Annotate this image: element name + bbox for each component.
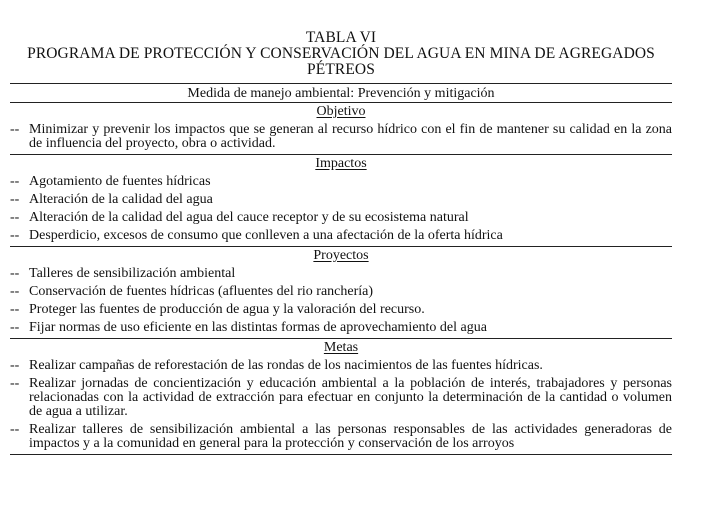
list-item — [10, 175, 672, 189]
table-title-continuation: PÉTREOS — [307, 61, 375, 78]
list-item — [10, 423, 672, 451]
list-item-text: Alteración de la calidad del agua — [29, 192, 213, 207]
bullet-dash: -- — [10, 376, 20, 391]
list-item-text: Agotamiento de fuentes hídricas — [29, 174, 211, 189]
list-item — [10, 193, 672, 207]
section-heading-proyectos — [10, 247, 672, 265]
list-item-text: Proteger las fuentes de producción de agua y la valoración del recurso. — [29, 302, 425, 317]
table-bottom-rule — [10, 454, 672, 455]
bullet-dash: -- — [10, 122, 20, 137]
list-item-text: Desperdicio, excesos de consumo que conlleven a una afectación de la oferta hídrica — [29, 228, 503, 243]
section-heading-label: Proyectos — [313, 248, 369, 263]
bullet-dash: -- — [10, 192, 20, 207]
bullet-dash: -- — [10, 210, 20, 225]
bullet-dash: -- — [10, 302, 20, 317]
list-item — [10, 285, 672, 299]
section-heading-label: Metas — [323, 340, 359, 355]
measure-heading: Medida de manejo ambiental: Prevención y mitigación — [187, 86, 495, 101]
section-heading-label: Objetivo — [316, 104, 366, 119]
table-title: PROGRAMA DE PROTECCIÓN Y CONSERVACIÓN DEL AGUA EN MINA DE AGREGADOS — [27, 45, 655, 62]
list-item — [10, 359, 672, 373]
list-item — [10, 303, 672, 317]
list-item — [10, 211, 672, 225]
section-heading-impactos — [10, 155, 672, 173]
list-item — [10, 321, 672, 335]
table-document — [10, 30, 672, 455]
list-item-text: Conservación de fuentes hídricas (afluentes del rio ranchería) — [29, 284, 374, 299]
list-item-text: Minimizar y prevenir los impactos que se generan al recurso hídrico con el fin de mantener su calidad en la zona de influencia del proyecto, obra o actividad. — [29, 122, 672, 151]
section-heading-label: Impactos — [315, 156, 367, 171]
bullet-dash: -- — [10, 174, 20, 189]
section-heading-metas — [10, 339, 672, 357]
list-item-text: Realizar jornadas de concientización y educación ambiental a la población de interés, trabajadores y personas relacionadas con la actividad de extracción para efectuar en conjunto la determinación de la cantidad o volumen de agua a utilizar. — [29, 376, 672, 419]
list-item-text: Realizar campañas de reforestación de las rondas de los nacimientos de las fuentes hídricas. — [29, 358, 543, 373]
list-item-text: Fijar normas de uso eficiente en las distintas formas de aprovechamiento del agua — [29, 320, 487, 335]
list-item — [10, 123, 672, 151]
list-item-text: Talleres de sensibilización ambiental — [29, 266, 236, 281]
bullet-dash: -- — [10, 358, 20, 373]
list-item-text: Alteración de la calidad del agua del cauce receptor y de su ecosistema natural — [29, 210, 469, 225]
bullet-dash: -- — [10, 284, 20, 299]
bullet-dash: -- — [10, 422, 20, 437]
list-item — [10, 377, 672, 419]
list-item — [10, 229, 672, 243]
table-number: TABLA VI — [305, 29, 377, 46]
list-item — [10, 267, 672, 281]
list-item-text: Realizar talleres de sensibilización ambiental a las personas responsables de las actividades generadoras de impactos y a la comunidad en general para la protección y conservación de los arroyos — [29, 422, 672, 451]
section-heading-objetivo — [10, 103, 672, 121]
bullet-dash: -- — [10, 228, 20, 243]
bullet-dash: -- — [10, 320, 20, 335]
bullet-dash: -- — [10, 266, 20, 281]
